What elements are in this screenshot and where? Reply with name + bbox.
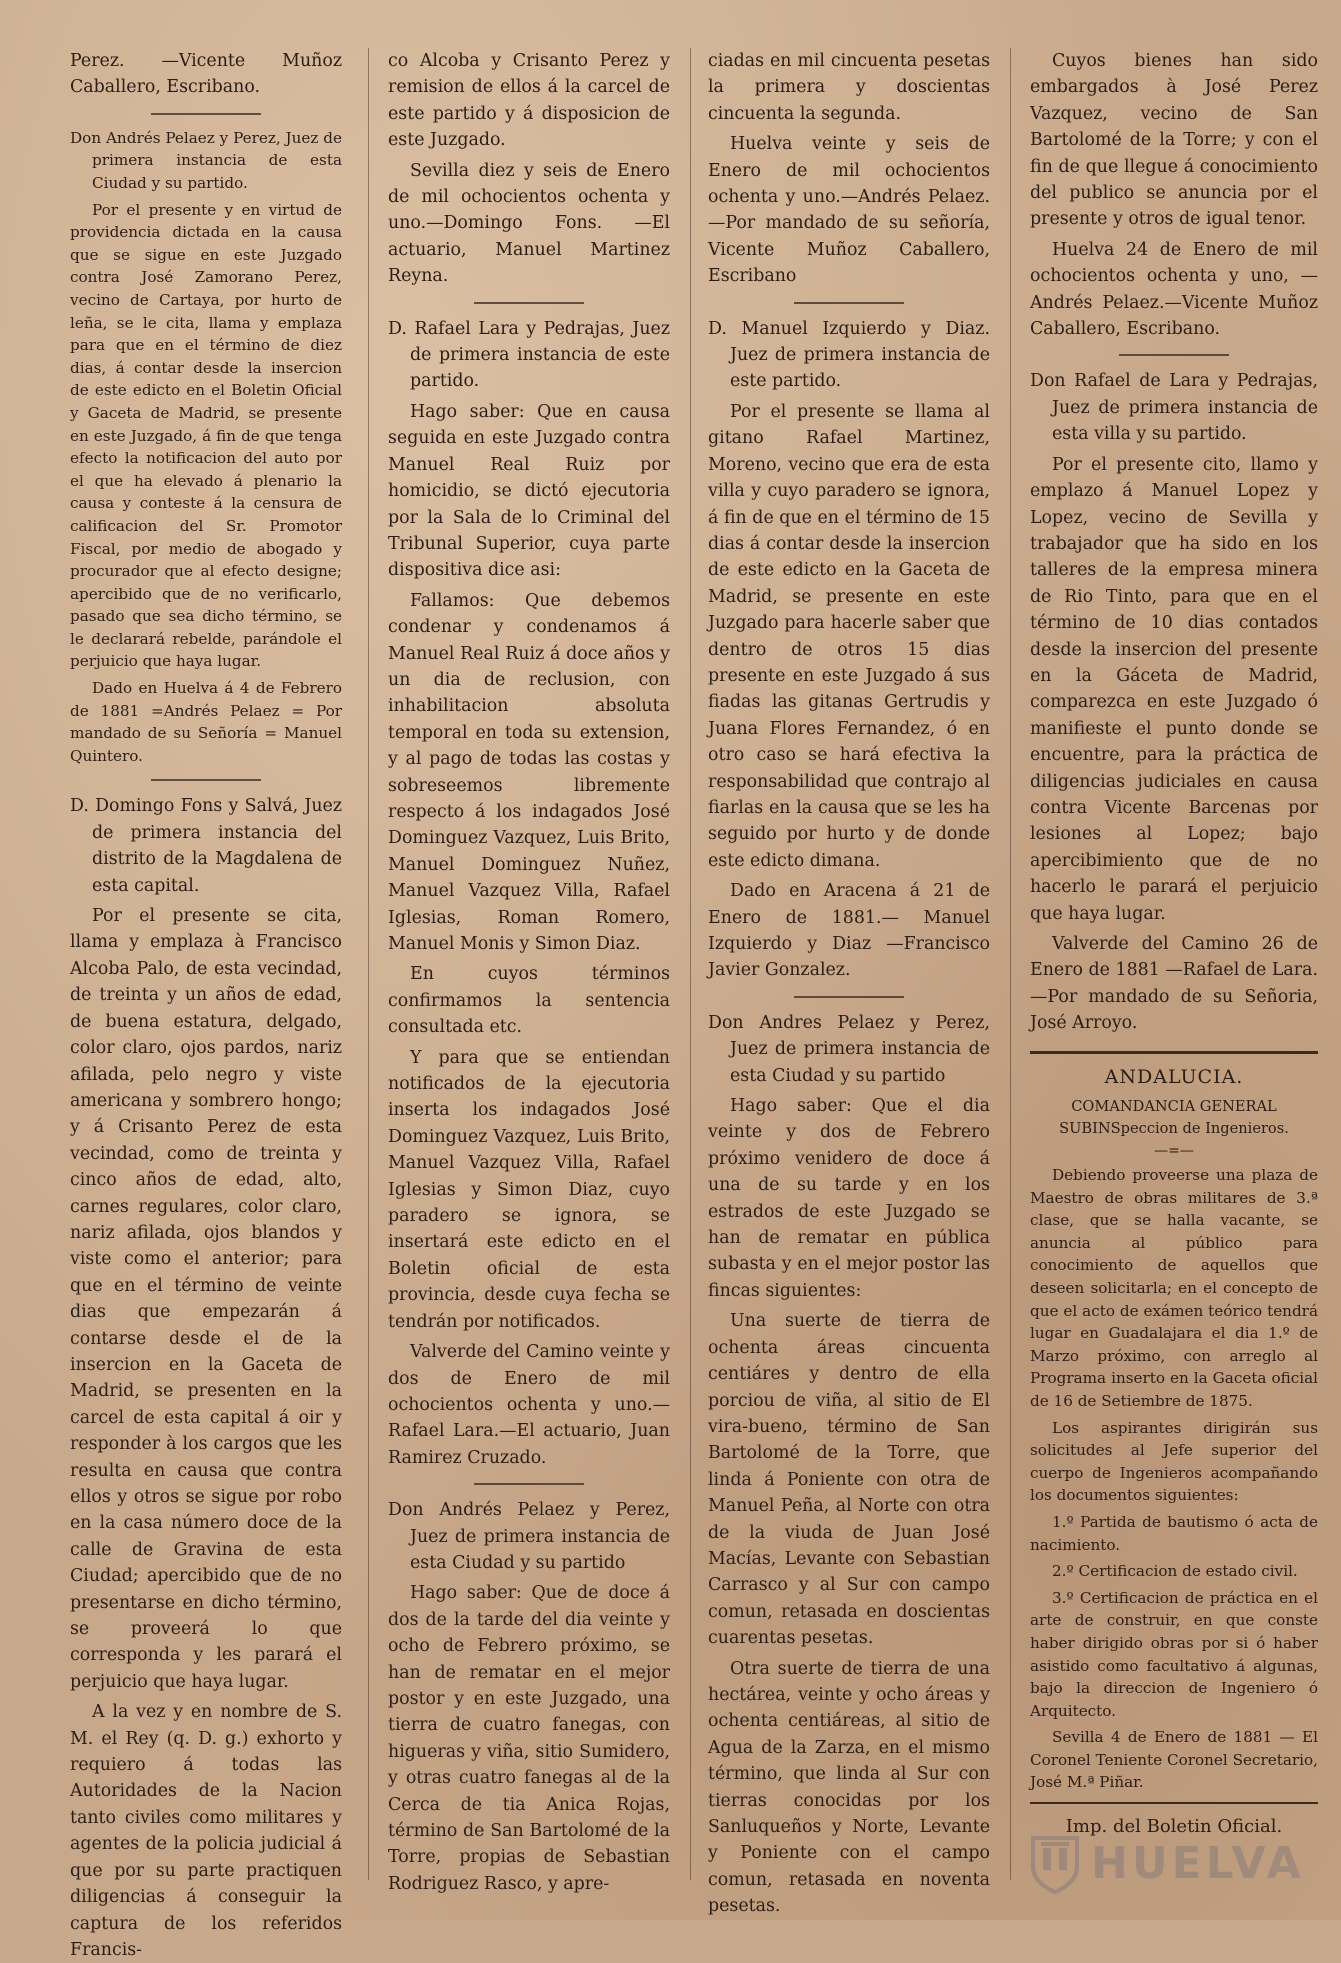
paragraph: co Alcoba y Crisanto Perez y remision de ellos á la carcel de este partido y á disposicion de este Juzgado.	[388, 51, 670, 151]
paragraph: Y para que se entiendan notificados de la ejecutoria inserta los indagados José Dominguez Vazquez, Luis Brito, Manuel Vazquez Villa, Rafael Iglesias y Simon Diaz, cuyo paradero se ignora, se insertará este edicto en el Boletin oficial de esta provincia, desde cuya fecha se tendrán por notificados.	[388, 1047, 670, 1332]
separator	[794, 996, 904, 998]
paragraph: Por el presente se cita, llama y emplaza à Francisco Alcoba Palo, de esta vecindad, de treinta y un años de edad, de buena estatura, delgado, color claro, ojos pardos, nariz afilada, pelo negro y viste americana y sombrero hongo; y á Crisanto Perez de esta vecindad, como de treinta y cinco años de edad, alto, carnes regulares, color claro, nariz afilada, ojos blandos y viste como el anterior; para que en el término de veinte dias que empezarán á contarse desde el de la insercion en la Gaceta de Madrid, se presenten en la carcel de esta capital á oir y responder à los cargos que les resulta en causa que contra ellos y otros se sigue por robo en la casa número doce de la calle de Gravina de esta Ciudad; apercibido que de no presentarse en dicho término, se proveerá lo que corresponda y les parará el perjuicio que haya lugar.	[70, 906, 342, 1692]
section-heading: ANDALUCIA.	[1104, 1065, 1244, 1088]
imprint: Imp. del Boletin Oficial.	[1030, 1802, 1318, 1840]
separator	[1119, 354, 1229, 356]
paragraph: Hago saber: Que el dia veinte y dos de Febrero próximo venidero de doce á una de su tarde y en los estrados de este Juzgado se han de rematar en pública subasta y en el mejor postor las fincas siguientes:	[708, 1096, 990, 1301]
column-divider	[690, 48, 691, 1880]
list-item: 1.º Partida de bautismo ó acta de nacimiento.	[1030, 1512, 1318, 1554]
list-item: 3.º Certificacion de práctica en el arte de construir, en que conste haber dirigido obras por si ó haber asistido como facultativo á algunas, bajo la direccion de Ingeniero ó Arquitecto.	[1030, 1588, 1318, 1720]
paragraph: A la vez y en nombre de S. M. el Rey (q. D. g.) exhorto y requiero á todas las Autoridades de la Nacion tanto civiles como militares y agentes de la policia judicial á que por su parte practiquen diligencias á conseguir la captura de los referidos Francis-	[70, 1702, 342, 1960]
column-1	[70, 48, 342, 1960]
separator	[794, 302, 904, 304]
section-subheading: COMANDANCIA GENERAL SUBINSpeccion de Ingenieros.	[1059, 1098, 1289, 1138]
signature: Dado en Huelva á 4 de Febrero de 1881 =Andrés Pelaez = Por mandado de su Señoría = Manuel Quintero.	[70, 679, 342, 765]
paragraph: En cuyos términos confirmamos la sentencia consultada etc.	[388, 964, 670, 1038]
separator	[151, 113, 261, 115]
signature: Huelva veinte y seis de Enero de mil ochocientos ochenta y uno.—Andrés Pelaez.—Por mandado de su señoría, Vicente Muñoz Caballero, Escribano	[708, 134, 990, 287]
list-item: 2.º Certificacion de estado civil.	[1052, 1562, 1298, 1581]
paragraph: Por el presente se llama al gitano Rafael Martinez, Moreno, vecino que era de esta villa y cuyo paradero se ignora, á fin de que en el término de 15 dias á contar desde la insercion de este edicto en la Gaceta de Madrid, se presente en este Juzgado para hacerle saber que dentro de otros 15 dias presente en este Juzgado á sus fiadas las gitanas Gertrudis y Juana Flores Fernandez, ó en otro caso se hará efectiva la responsabilidad que contrajo al fiarlas en la causa que se les ha seguido por hurto y de donde este edicto dimana.	[708, 401, 990, 871]
watermark-text: HUELVA	[1091, 1837, 1305, 1889]
paragraph: Hago saber: Que en causa seguida en este Juzgado contra Manuel Real Ruiz por homicidio, se dictó ejecutoria por la Sala de lo Criminal del Tribunal Superior, cuya parte dispositiva dice asi:	[388, 401, 670, 581]
signature: Valverde del Camino 26 de Enero de 1881 —Rafael de Lara.—Por mandado de su Señoria, José Arroyo.	[1030, 934, 1318, 1034]
edict-heading: Don Rafael de Lara y Pedrajas, Juez de primera instancia de esta villa y su partido.	[1030, 371, 1318, 445]
signature: Huelva 24 de Enero de mil ochocientos ochenta y uno, —Andrés Pelaez.—Vicente Muñoz Caballero, Escribano.	[1030, 239, 1318, 340]
separator	[474, 302, 584, 304]
paragraph: Perez. —Vicente Muñoz Caballero, Escribano.	[70, 51, 342, 98]
edict-heading: D. Manuel Izquierdo y Diaz. Juez de primera instancia de este partido.	[708, 318, 990, 392]
column-3	[708, 48, 990, 1917]
paragraph: Fallamos: Que debemos condenar y condenamos á Manuel Real Ruiz á doce años y un dia de reclusion, con inhabilitacion absoluta temporal en toda su extension, y al pago de todas las costas y sobreseemos libremente respecto á los indagados José Dominguez Vazquez, Luis Brito, Manuel Dominguez Nuñez, Manuel Vazquez Villa, Rafael Iglesias, Roman Romero, Manuel Monis y Simon Diaz.	[388, 590, 670, 954]
signature: Valverde del Camino veinte y dos de Enero de mil ochocientos ochenta y uno.— Rafael Lara.—El actuario, Juan Ramirez Cruzado.	[388, 1342, 670, 1468]
edict-heading: Don Andres Pelaez y Perez, Juez de primera instancia de esta Ciudad y su partido	[708, 1012, 990, 1086]
column-2	[388, 48, 670, 1894]
paragraph: Los aspirantes dirigirán sus solicitudes al Jefe superior del cuerpo de Ingenieros acompañando los documentos siguientes:	[1030, 1418, 1318, 1505]
edict-heading: Don Andrés Pelaez y Perez, Juez de primera instancia de esta Ciudad y su partido.	[70, 128, 342, 192]
paragraph: Hago saber: Que de doce á dos de la tarde del dia veinte y ocho de Febrero próximo, se han de rematar en el mejor postor y en este Juzgado, una tierra de cuatro fanegas, con higueras y viña, sitio Sumidero, y otras cuatro fanegas al de la Cerca de tia Anica Rojas, término de San Bartolomé de la Torre, propias de Sebastian Rodriguez Rasco, y apre-	[388, 1583, 670, 1894]
ornament-dashes: —=—	[1154, 1143, 1194, 1160]
section-rule	[1030, 1051, 1318, 1054]
signature: Sevilla diez y seis de Enero de mil ochocientos ochenta y uno.—Domingo Fons. —El actuario, Manuel Martinez Reyna.	[388, 160, 670, 287]
paragraph: Debiendo proveerse una plaza de Maestro de obras militares de 3.ª clase, que se halla vacante, se anuncia al público para conocimiento de aquellos que deseen solicitarla; en el concepto de que el acto de exámen teórico tendrá lugar en Guadalajara el dia 1.º de Marzo próximo, con arreglo al Programa inserto en la Gaceta oficial de 16 de Setiembre de 1875.	[1030, 1166, 1318, 1410]
edict-heading: D. Domingo Fons y Salvá, Juez de primera instancia del distrito de la Magdalena de esta capital.	[70, 796, 342, 896]
paragraph: Por el presente cito, llamo y emplazo á Manuel Lopez y Lopez, vecino de Sevilla y trabajador que ha sido en los talleres de la empresa minera de Rio Tinto, para que en el término de 10 dias contados desde la insercion del presente en la Gáceta de Madrid, comparezca en este Juzgado ó manifieste el punto donde se encuentre, para la práctica de diligencias judiciales en causa contra Vicente Barcenas por lesiones al Lopez; bajo apercibimiento que de no hacerlo le parará el perjuicio que haya lugar.	[1030, 454, 1318, 924]
edict-heading: D. Rafael Lara y Pedrajas, Juez de primera instancia de este partido.	[388, 318, 670, 392]
signature: Sevilla 4 de Enero de 1881 — El Coronel Teniente Coronel Secretario, José M.ª Piñar.	[1030, 1728, 1318, 1792]
column-divider	[1010, 48, 1011, 1880]
paragraph: Una suerte de tierra de ochenta áreas cincuenta centiáres y dentro de ella porciou de viña, al sitio de El vira-bueno, término de San Bartolomé de la Torre, que linda á Poniente con otra de Manuel Peña, al Norte con otra de la viuda de Juan José Macías, Levante con Sebastian Carrasco y al Sur con campo comun, retasada en doscientas cuarentas pesetas.	[708, 1311, 990, 1649]
column-4	[1030, 48, 1318, 1880]
paragraph: ciadas en mil cincuenta pesetas la primera y doscientas cincuenta la segunda.	[708, 51, 990, 124]
separator	[151, 779, 261, 781]
paragraph: Cuyos bienes han sido embargados à José Perez Vazquez, vecino de San Bartolomé de la Torre; y con el fin de que llegue á conocimiento del publico se anuncia por el presente y otros de igual tenor.	[1030, 51, 1318, 230]
paragraph: Otra suerte de tierra de una hectárea, veinte y ocho áreas y ochenta centiáreas, al sitio de Agua de la Zarza, en el mismo término, que linda al Sur con tierras conocidas por los Sanluqueños y Norte, Levante y Poniente con el campo comun, retasada en noventa pesetas.	[708, 1658, 990, 1917]
edict-heading: Don Andrés Pelaez y Perez, Juez de primera instancia de esta Ciudad y su partido	[388, 1500, 670, 1573]
signature: Dado en Aracena á 21 de Enero de 1881.— Manuel Izquierdo y Diaz —Francisco Javier Gonzalez.	[708, 881, 990, 981]
column-divider	[368, 48, 369, 1880]
paragraph: Por el presente y en virtud de providencia dictada en la causa que se sigue en este Juzgado contra José Zamorano Perez, vecino de Cartaya, por hurto de leña, se le cita, llama y emplaza para que en el término de diez dias, á contar desde la insercion de este edicto en el Boletin Oficial y Gaceta de Madrid, se presente en este Juzgado, á fin de que tenga efecto la notificacion del auto por el que ha elevado á plenario la causa y conteste á la censura de calificacion del Sr. Promotor Fiscal, por medio de abogado y procurador que al efecto designe; apercibido que de no verificarlo, pasado que sea dicho término, se le declarará rebelde, parándole el perjuicio que haya lugar.	[70, 200, 342, 671]
separator	[474, 1483, 584, 1485]
watermark	[1029, 1826, 1309, 1900]
crest-icon	[1029, 1832, 1081, 1894]
